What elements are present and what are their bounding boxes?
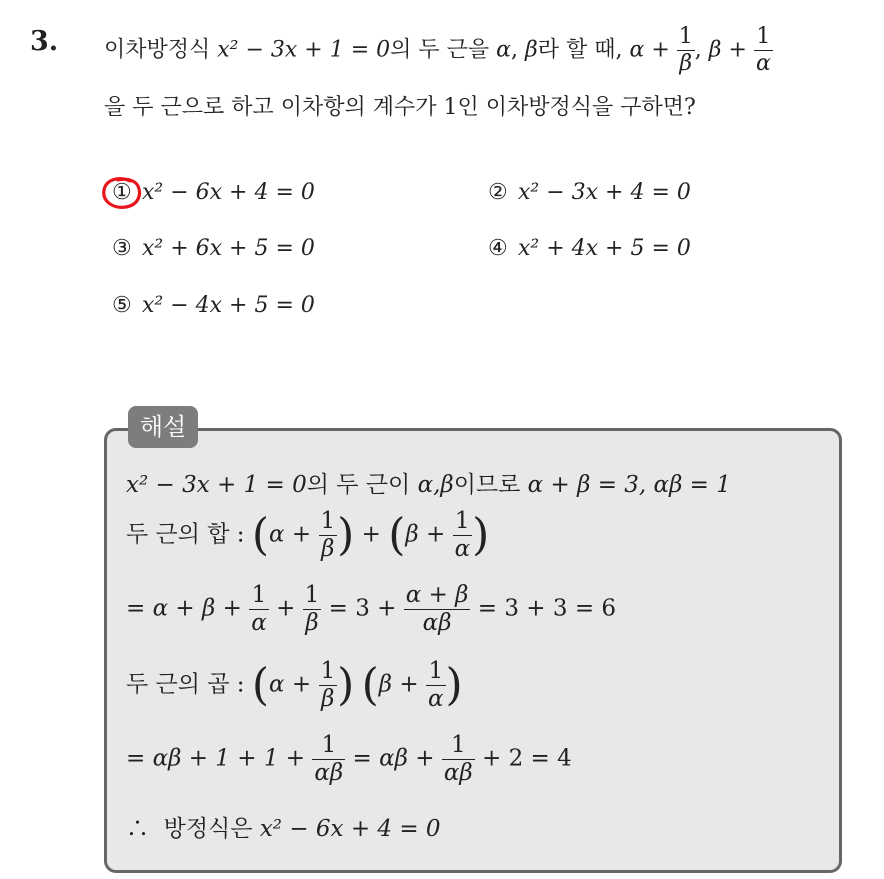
alpha-symbol: α xyxy=(629,37,645,63)
choice-1[interactable] xyxy=(112,180,315,205)
choice-5[interactable] xyxy=(112,293,315,318)
solution-product-expand: = αβ + 1 + 1 + $\frac{1}{\alpha\beta}$ = αβ + $\frac{1}{\alpha\beta}$ + 2 = 4 xyxy=(126,732,572,786)
choice-mark: ② xyxy=(488,180,508,205)
plus-sign: + xyxy=(651,37,670,63)
comma: , xyxy=(694,37,702,63)
q-text: 의 두 근을 xyxy=(390,37,490,63)
question-line-1 xyxy=(104,26,773,75)
choice-mark: ⑤ xyxy=(112,293,132,318)
fraction-1-over-alpha: $\frac{1}{\alpha}$ xyxy=(755,24,771,76)
choice-4[interactable] xyxy=(488,236,691,261)
choice-mark: ④ xyxy=(488,236,508,261)
comma: , xyxy=(511,37,519,63)
question-line-2: 을 두 근으로 하고 이차항의 계수가 1인 이차방정식을 구하면? xyxy=(104,95,696,120)
plus-sign: + xyxy=(728,37,747,63)
choice-equation: x² + 6x + 5 = 0 xyxy=(142,236,315,261)
choice-equation: x² − 3x + 4 = 0 xyxy=(518,180,691,205)
solution-line-1: x² − 3x + 1 = 0의 두 근이 α,β이므로 α + β = 3, αβ = 1 xyxy=(126,472,731,498)
solution-tag: 해설 xyxy=(128,406,198,448)
choice-equation: x² − 6x + 4 = 0 xyxy=(142,180,315,205)
alpha-symbol: α xyxy=(496,37,512,63)
q-text: 이차방정식 xyxy=(104,37,211,63)
solution-conclusion: ∴ 방정식은 x² − 6x + 4 = 0 xyxy=(126,816,441,842)
question-number: 3. xyxy=(30,26,59,57)
solution-sum-line: 두 근의 합 : (α + $\frac{1}{\beta}$ ) + (β + $\frac{1}{\alpha}$ ) xyxy=(126,508,490,562)
q-text: 라 할 때, xyxy=(537,37,623,63)
choice-mark: ① xyxy=(112,180,132,205)
beta-symbol: β xyxy=(525,37,538,63)
choice-2[interactable] xyxy=(488,180,691,205)
fraction-1-over-beta: $\frac{1}{\beta}$ xyxy=(678,24,693,76)
beta-symbol: β xyxy=(708,37,722,63)
choice-mark: ③ xyxy=(112,236,132,261)
solution-product-line: 두 근의 곱 : (α + $\frac{1}{\beta}$ ) (β + $\frac{1}{\alpha}$ ) xyxy=(126,658,463,712)
choice-equation: x² + 4x + 5 = 0 xyxy=(518,236,691,261)
q-equation: x² − 3x + 1 = 0 xyxy=(217,37,391,63)
solution-sum-expand: = α + β + $\frac{1}{\alpha}$ + $\frac{1}{\beta}$ = 3 + $\frac{\alpha + \beta}{\alpha\beta}$ = 3 + 3 = 6 xyxy=(126,582,617,636)
therefore-icon: ∴ xyxy=(126,816,149,842)
choice-3[interactable] xyxy=(112,236,315,261)
choice-equation: x² − 4x + 5 = 0 xyxy=(142,293,315,318)
